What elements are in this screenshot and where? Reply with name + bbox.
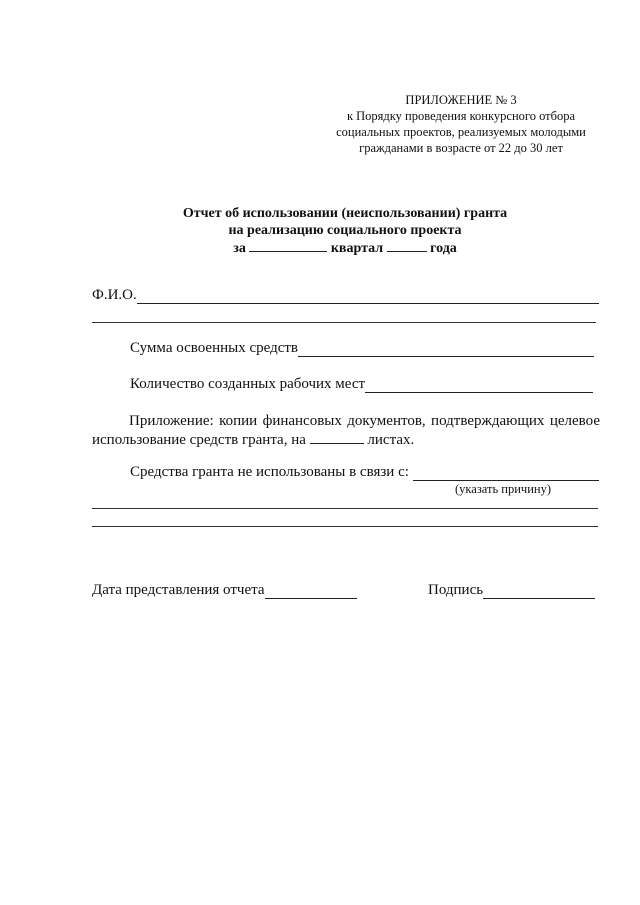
attachment-suffix: листах.	[367, 432, 415, 448]
title-line-1: Отчет об использовании (неиспользовании) гранта	[182, 206, 508, 221]
title-middle: квартал	[330, 241, 384, 256]
signature-row	[428, 582, 595, 599]
year-blank[interactable]	[387, 239, 427, 252]
jobs-label: Количество созданных рабочих мест	[130, 376, 366, 392]
attachment-text: Приложение: копии финансовых документов, подтверждающих целевое использование средств гранта, на	[92, 413, 600, 448]
signature-label: Подпись	[428, 582, 484, 598]
jobs-field[interactable]	[365, 378, 593, 393]
appendix-line-2: социальных проектов, реализуемых молодыми	[336, 125, 586, 139]
attachment-paragraph	[92, 412, 600, 450]
appendix-line-3: гражданами в возрасте от 22 до 30 лет	[359, 141, 563, 155]
title-prefix: за	[233, 241, 246, 256]
signature-field[interactable]	[483, 584, 595, 599]
reason-line-1[interactable]	[92, 508, 598, 509]
fio-row	[92, 287, 599, 304]
title-line-2: на реализацию социального проекта	[228, 223, 462, 238]
appendix-heading: ПРИЛОЖЕНИЕ № 3	[405, 93, 517, 107]
reason-line-2[interactable]	[92, 526, 598, 527]
appendix-header	[330, 92, 592, 156]
date-label: Дата представления отчета	[92, 582, 265, 598]
report-title	[120, 205, 570, 257]
date-row	[92, 582, 357, 599]
title-line-3	[120, 239, 570, 257]
appendix-line-1: к Порядку проведения конкурсного отбора	[346, 109, 576, 123]
quarter-blank[interactable]	[249, 239, 327, 252]
fio-field[interactable]	[137, 289, 599, 304]
sum-field[interactable]	[298, 342, 594, 357]
reason-field[interactable]	[413, 466, 599, 481]
fio-second-line[interactable]	[92, 322, 596, 323]
not-used-label: Средства гранта не использованы в связи с:	[130, 464, 409, 480]
sheets-count-field[interactable]	[310, 431, 364, 444]
reason-hint: (указать причину)	[455, 482, 552, 496]
fio-label: Ф.И.О.	[92, 287, 137, 303]
not-used-row	[130, 464, 599, 481]
sum-row	[130, 340, 594, 357]
date-field[interactable]	[265, 584, 357, 599]
sum-label: Сумма освоенных средств	[130, 340, 299, 356]
jobs-row	[130, 376, 593, 393]
title-suffix: года	[430, 241, 457, 256]
